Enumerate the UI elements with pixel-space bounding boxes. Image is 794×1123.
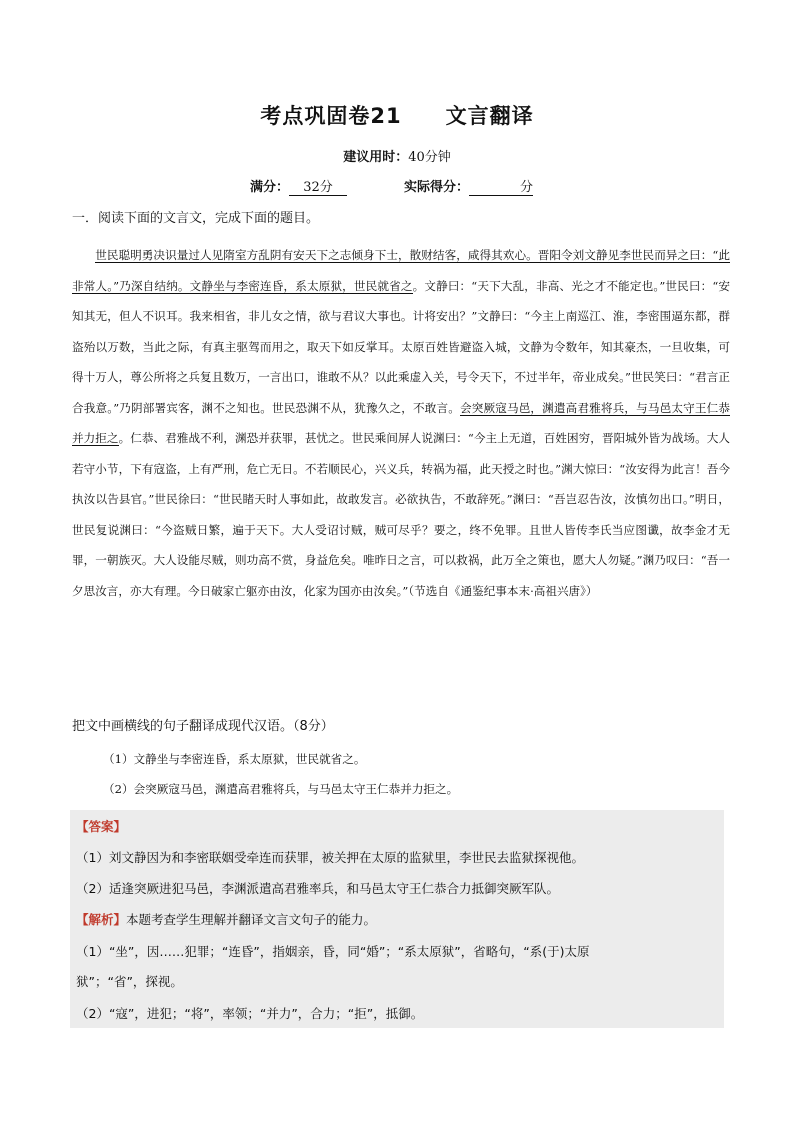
suggested-time	[0, 146, 794, 165]
analysis-1-cont: 狱”；“省”，探视。	[76, 974, 183, 989]
section-heading: 一．阅读下面的文言文，完成下面的题目。	[72, 211, 320, 226]
classical-passage	[72, 240, 730, 606]
task-instruction: 把文中画横线的句子翻译成现代汉语。（8分）	[72, 719, 334, 734]
actual-score	[404, 176, 533, 196]
analysis-tag: 【解析】	[76, 912, 127, 927]
full-score	[250, 176, 347, 196]
passage-end: 。仁恭、君雅战不利，渊恐并获罪，甚忧之。世民乘间屏人说渊曰：“今主上无道，百姓困穷，晋阳城外皆为战场。大人若守小节，下有寇盗，上有严刑，危亡无日。不若顺民心，兴义兵，转祸为福，此天授之时也。”渊大惊曰：“汝安得为此言！吾今执汝以告县官。”世民徐曰：“世民睹天时人事如此，故敢发言。必欲执告，不敢辞死。”渊曰：“吾岂忍告汝，汝慎勿出口。”明日，世民复说渊曰：“今盗贼日繁，遍于天下。大人受诏讨贼，贼可尽乎？要之，终不免罪。且世人皆传李氏当应图谶，故李金才无罪，一朝族灭。大人设能尽贼，则功高不赏，身益危矣。唯昨日之言，可以救祸，此万全之策也，愿大人勿疑。”渊乃叹曰：“吾一夕思汝言，亦大有理。今日破家亡躯亦由汝，化家为国亦由汝矣。”（节选自《通鉴纪事本末·高祖兴唐》）	[72, 431, 730, 598]
analysis-1: （1）“坐”，因……犯罪；“连昏”，指姻亲，昏，同“婚”；“系太原狱”，省略句，“系(于)太原	[76, 944, 590, 959]
passage-opening: 世民聪明勇决识量过人见隋室方乱阴有安天下之志倾身下士，散财结客，咸得其欢心。晋阳令刘文静见李世民而异之曰：“此非常人。”乃深自结纳。	[72, 248, 730, 293]
passage-middle: 。文静曰：“天下大乱，非高、光之才不能定也。”世民曰：“安知其无，但人不识耳。我来相省，非儿女之情，欲与君议大事也。计将安出？”文静曰：“今主上南巡江、淮，李密围逼东都，群盗殆以万数，当此之际，有真主驱驾而用之，取天下如反掌耳。太原百姓皆避盗入城，文静为令数年，知其豪杰，一旦收集，可得十万人，尊公所将之兵复且数万，一言出口，谁敢不从？以此乘虚入关，号令天下，不过半年，帝业成矣。”世民笑曰：“君言正合我意。”乃阴部署宾客，渊不之知也。世民恐渊不从，犹豫久之，不敢言。	[72, 278, 730, 415]
answer-tag: 【答案】	[76, 819, 127, 834]
actual-score-value: 分	[469, 176, 533, 196]
question-2: （2）会突厥寇马邑，渊遣高君雅将兵，与马邑太守王仁恭并力拒之。	[103, 782, 459, 796]
underlined-sentence-1: 文静坐与李密连昏，系太原狱，世民就省之	[189, 278, 413, 293]
time-value: 40分钟	[408, 150, 451, 165]
analysis-intro-text: 本题考查学生理解并翻译文言文句子的能力。	[126, 912, 377, 927]
actual-score-label: 实际得分：	[404, 180, 470, 195]
time-label: 建议用时：	[343, 150, 409, 165]
page-title: 考点巩固卷21 文言翻译	[260, 104, 534, 128]
analysis-2: （2）“寇”，进犯；“将”，率领；“并力”，合力；“拒”，抵御。	[76, 1006, 424, 1021]
underlined-sentence-2: 会突厥寇马邑，渊遣高君雅将兵，与马邑太守王仁恭并力拒之	[72, 400, 730, 445]
answer-2: （2）适逢突厥进犯马邑，李渊派遣高君雅率兵，和马邑太守王仁恭合力抵御突厥军队。	[76, 881, 559, 896]
analysis-intro	[76, 910, 376, 928]
full-score-value: 32分	[289, 176, 347, 196]
question-1: （1）文静坐与李密连昏，系太原狱，世民就省之。	[103, 752, 366, 766]
answer-1: （1）刘文静因为和李密联姻受牵连而获罪，被关押在太原的监狱里，李世民去监狱探视他。	[76, 850, 584, 865]
full-score-label: 满分：	[250, 180, 290, 195]
